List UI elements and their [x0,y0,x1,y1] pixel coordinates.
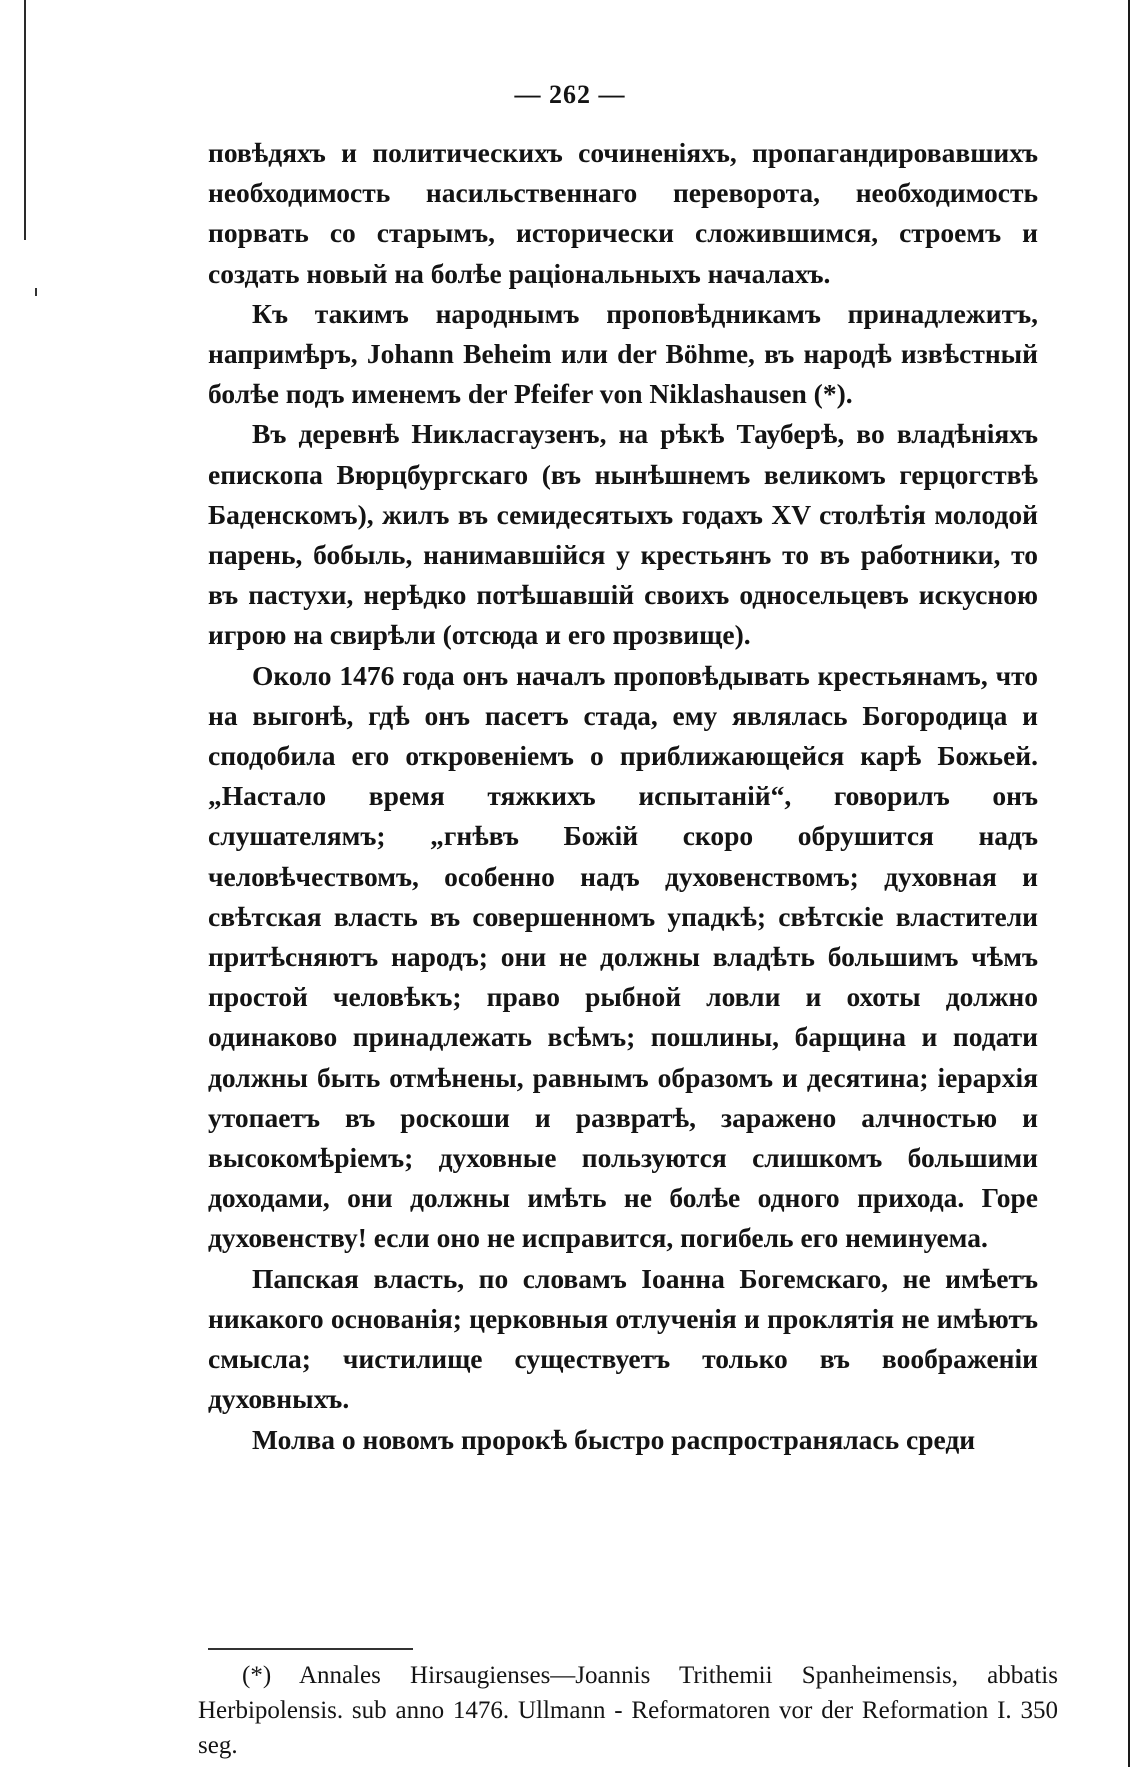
footnote-divider [208,1648,413,1650]
footnote-text: (*) Annales Hirsaugienses—Joannis Trithemii Spanheimensis, abbatis Herbipolensis. sub anno 1476. Ullmann - Reformatoren vor der Reformation I. 350 seg. [198,1662,1058,1759]
paragraph: Папская власть, по словамъ Іоанна Богемскаго, не имѣетъ никакого основанія; церковныя отлученія и проклятія не имѣютъ смысла; чистилище существуетъ только въ воображеніи духовныхъ. [208,1262,1038,1415]
footnote [198,1658,1058,1763]
scan-mark [35,288,37,296]
body-text [208,133,1038,1460]
paragraph: Около 1476 года онъ началъ проповѣдывать крестьянамъ, что на выгонѣ, гдѣ онъ пасетъ стада, ему являлась Богородица и сподобила его откровеніемъ о приближающейся карѣ Божьей. „Настало время тяжкихъ испытаній“, говорилъ онъ слушателямъ; „гнѣвъ Божій скоро обрушится надъ человѣчествомъ, особенно надъ духовенствомъ; духовная и свѣтская власть въ совершенномъ упадкѣ; свѣтскіе властители притѣсняютъ народъ; они не должны владѣть большимъ чѣмъ простой человѣкъ; право рыбной ловли и охоты должно одинаково принадлежать всѣмъ; пошлины, барщина и подати должны быть отмѣнены, равнымъ образомъ и десятина; іерархія утопаетъ въ роскоши и развратѣ, заражено алчностью и высокомѣріемъ; духовные пользуются слишкомъ большими доходами, они должны имѣть не болѣе одного прихода. Горе духовенству! если оно не исправится, погибель его неминуема. [208,659,1038,1254]
paragraph: Къ такимъ народнымъ проповѣдникамъ принадлежитъ, напримѣръ, Johann Beheim или der Böhme, въ народѣ извѣстный болѣе подъ именемъ der Pfeifer von Niklashausen (*). [208,297,1038,410]
paragraph: Въ деревнѣ Никласгаузенъ, на рѣкѣ Тауберѣ, во владѣніяхъ епископа Вюрцбургскаго (въ нынѣшнемъ великомъ герцогствѣ Баденскомъ), жилъ въ семидесятыхъ годахъ XV столѣтія молодой парень, бобыль, нанимавшійся у крестьянъ то въ работники, то въ пастухи, нерѣдко потѣшавшій своихъ односельцевъ искусною игрою на свирѣли (отсюда и его прозвище). [208,418,1038,651]
scan-edge-right [1128,0,1130,1767]
paragraph: Молва о новомъ пророкѣ быстро распространялась среди [252,1423,976,1455]
page-number: — 262 — [514,80,626,109]
paragraph-continuation: повѣдяхъ и политическихъ сочиненіяхъ, пропагандировавшихъ необходимость насильственнаго переворота, необходимость порвать со старымъ, исторически сложившимся, строемъ и создать новый на болѣе раціональныхъ началахъ. [208,137,1038,289]
scan-edge-left [24,0,26,240]
